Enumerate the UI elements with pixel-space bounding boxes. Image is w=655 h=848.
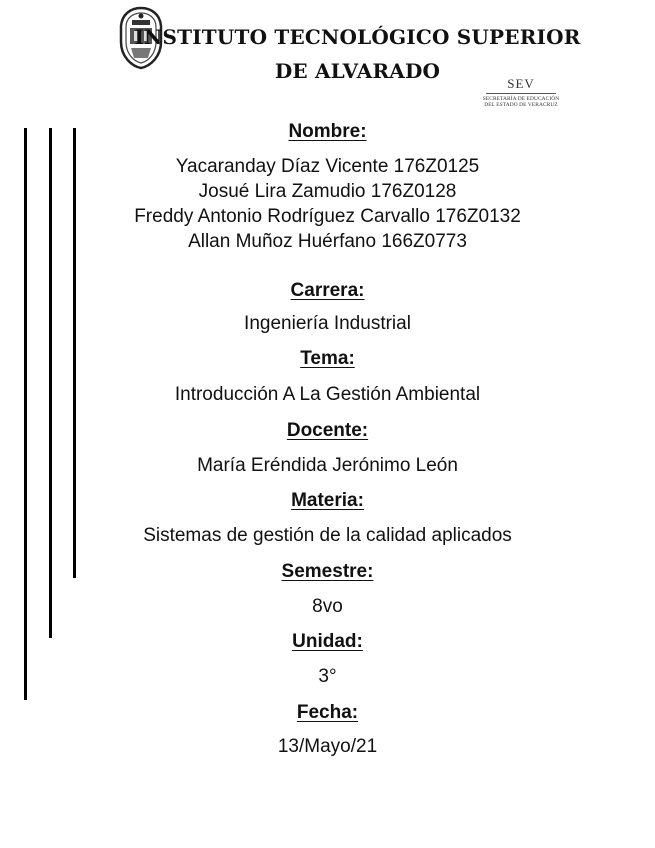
semestre-label: Semestre:	[281, 561, 374, 582]
carrera-label: Carrera:	[290, 280, 365, 301]
fecha-label: Fecha:	[296, 702, 359, 723]
docente-value: María Eréndida Jerónimo León	[197, 455, 458, 476]
unidad-value: 3°	[318, 666, 337, 687]
docente-label: Docente:	[286, 420, 369, 441]
semestre-value: 8vo	[312, 596, 343, 617]
sev-logo-acronym: SEV	[507, 76, 535, 91]
student-name-2: Josué Lira Zamudio 176Z0128	[198, 181, 457, 202]
sev-logo	[476, 76, 566, 108]
institute-title-line2: DE ALVARADO	[274, 59, 441, 83]
carrera-value: Ingeniería Industrial	[244, 313, 411, 334]
institute-title-line1: INSTITUTO TECNOLÓGICO SUPERIOR	[134, 25, 581, 49]
sev-logo-rule	[486, 93, 556, 94]
tema-value: Introducción A La Gestión Ambiental	[174, 384, 481, 405]
materia-label: Materia:	[291, 490, 364, 511]
student-name-1: Yacaranday Díaz Vicente 176Z0125	[175, 156, 480, 177]
unidad-label: Unidad:	[292, 631, 363, 652]
sev-logo-line2: DEL ESTADO DE VERACRUZ	[484, 102, 558, 108]
student-name-3: Freddy Antonio Rodríguez Carvallo 176Z0132	[134, 206, 521, 227]
student-name-4: Allan Muñoz Huérfano 166Z0773	[188, 231, 467, 252]
sev-logo-line1: SECRETARÍA DE EDUCACIÓN	[482, 96, 560, 102]
nombre-label: Nombre:	[288, 121, 367, 142]
student-list	[0, 154, 655, 254]
fecha-value: 13/Mayo/21	[277, 736, 378, 757]
tema-label: Tema:	[300, 348, 355, 369]
materia-value: Sistemas de gestión de la calidad aplicados	[143, 525, 512, 546]
